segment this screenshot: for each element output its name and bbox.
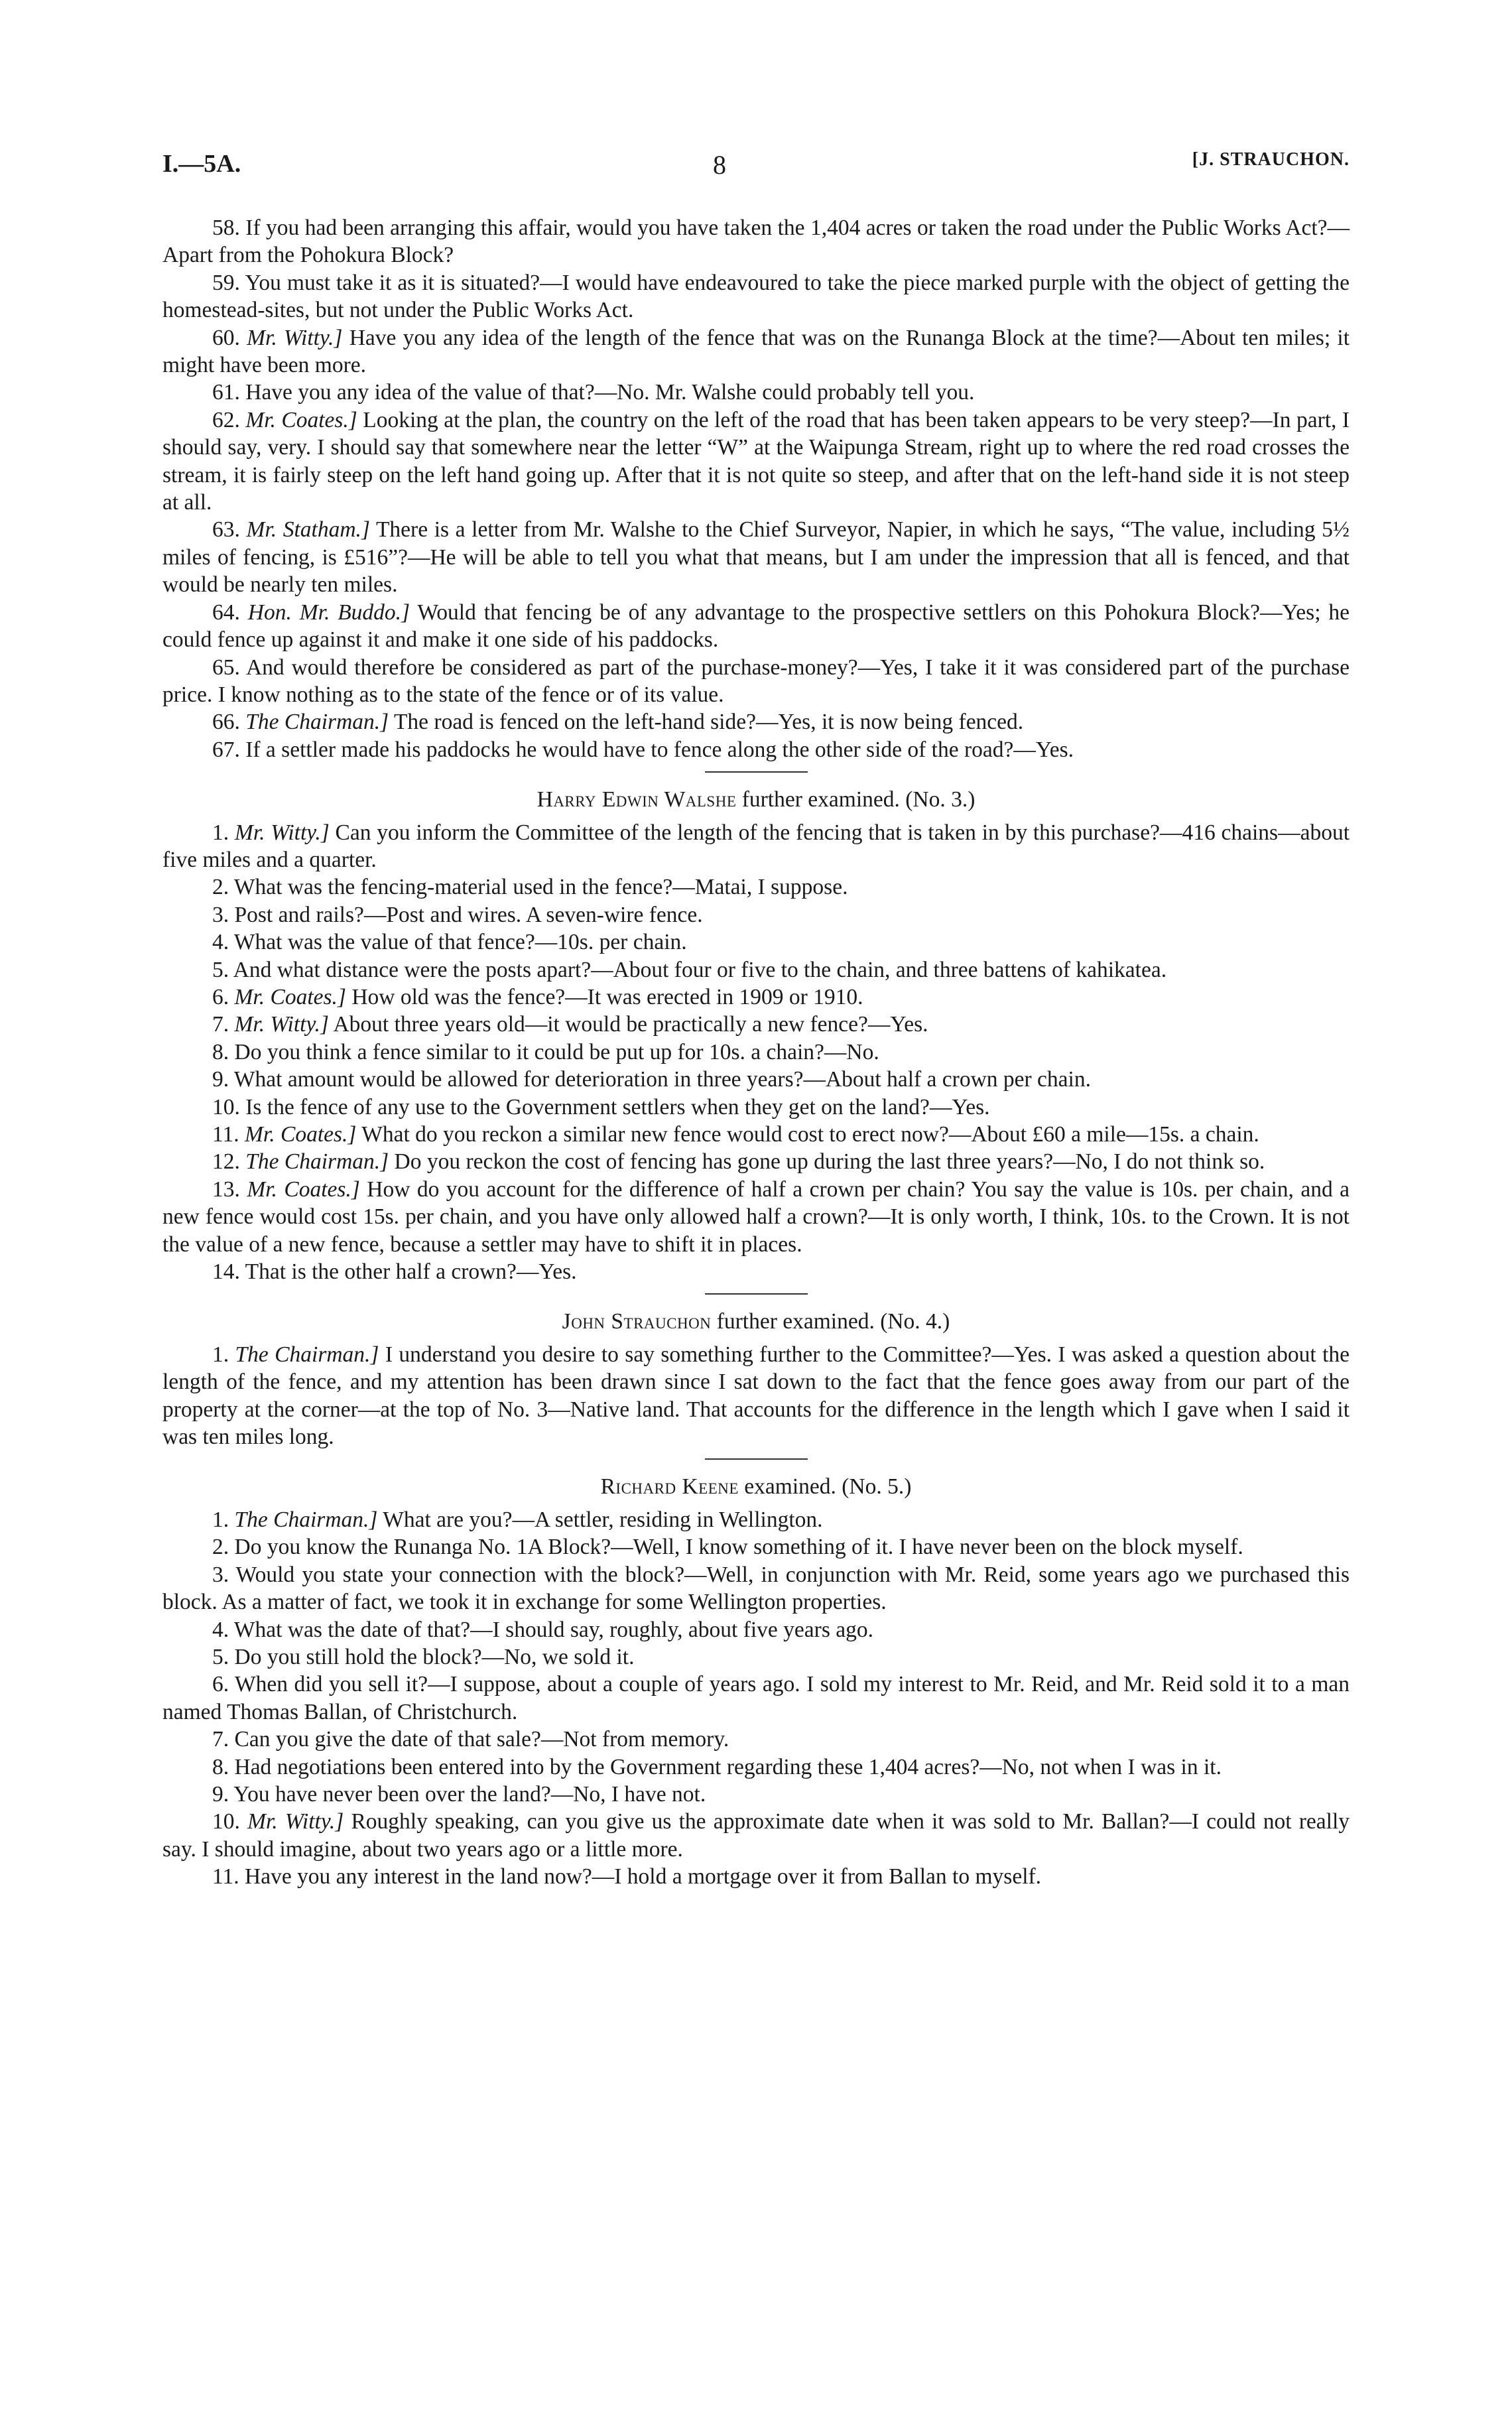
- qa-paragraph: [162, 379, 1350, 406]
- qa-text: 3. Would you state your connection with the block?—Well, in conjunction with Mr. Reid, some years ago we purchased this block. As a matter of fact, we took it in exchange for some Wellington properties.: [162, 1562, 1350, 1615]
- qa-text: Do you reckon the cost of fencing has gone up during the last three years?—No, I do not think so.: [394, 1149, 1265, 1175]
- qa-text: The road is fenced on the left-hand side?—Yes, it is now being fenced.: [393, 710, 1024, 735]
- qa-paragraph: [162, 1643, 1350, 1671]
- qa-text: 10. Is the fence of any use to the Government settlers when they get on the land?—Yes.: [212, 1094, 990, 1119]
- qa-text: 11. Have you any interest in the land now?—I hold a mortgage over it from Ballan to myself.: [212, 1864, 1042, 1889]
- qa-text: Would that fencing be of any advantage to the prospective settlers on this Pohokura Block?—Yes; he could fence up against it and make it one side of his paddocks.: [162, 600, 1350, 653]
- qa-paragraph: [162, 928, 1350, 956]
- qa-text: 7. Can you give the date of that sale?—Not from memory.: [212, 1727, 729, 1752]
- page-body: [162, 214, 1350, 1891]
- qa-text: I understand you desire to say something further to the Committee?—Yes. I was asked a question about the length of the fence, and my attention has been drawn since I sat down to the fact that the fence goes away from our part of the property at the corner—at the top of No. 3—Native land. That accounts for the difference in the length which I gave when I said it was ten miles long.: [162, 1342, 1350, 1450]
- qa-paragraph: [162, 1863, 1350, 1890]
- speaker-name: Hon. Mr. Buddo.]: [247, 600, 410, 625]
- qa-text: Roughly speaking, can you give us the approximate date when it was sold to Mr. Ballan?—I could not really say. I should imagine, about two years ago or a little more.: [162, 1809, 1350, 1862]
- qa-paragraph: [162, 1011, 1350, 1038]
- qa-paragraph: [162, 873, 1350, 901]
- qa-paragraph: [162, 407, 1350, 517]
- section-divider: [705, 1458, 808, 1460]
- qa-text: Looking at the plan, the country on the left of the road that has been taken appears to be very steep?—In part, I should say, very. I should say that somewhere near the letter “W” at the Waipunga Stream, right up to where the red road crosses the stream, it is fairly steep on the left hand going up. After that it is not quite so steep, and after that on the left-hand side it is not steep at all.: [162, 407, 1350, 515]
- qa-text: There is a letter from Mr. Walshe to the Chief Surveyor, Napier, in which he says, “The value, including 5½ miles of fencing, is £516”?—He will be able to tell you what that means, but I am under the impression that all is fenced, and that would be nearly ten miles.: [162, 517, 1350, 598]
- speaker-name: Mr. Statham.]: [246, 517, 370, 543]
- witness-name: John Strauchon: [562, 1309, 712, 1334]
- qa-text: 9. You have never been over the land?—No, I have not.: [212, 1781, 706, 1807]
- qa-paragraph: [162, 1754, 1350, 1781]
- qa-paragraph: [162, 1781, 1350, 1808]
- qa-paragraph: [162, 1506, 1350, 1533]
- qa-paragraph: [162, 1341, 1350, 1451]
- qa-text: About three years old—it would be practically a new fence?—Yes.: [333, 1012, 928, 1037]
- qa-paragraph: [162, 819, 1350, 874]
- speaker-name: The Chairman.]: [234, 1507, 378, 1532]
- qa-paragraph: [162, 599, 1350, 654]
- question-number: 13.: [212, 1177, 240, 1202]
- witness-heading-walshe: [162, 786, 1350, 813]
- strauchon-section: [162, 1341, 1350, 1451]
- witness-name: Harry Edwin Walshe: [536, 787, 737, 812]
- speaker-name: Mr. Witty.]: [234, 1012, 329, 1037]
- qa-text: 2. Do you know the Runanga No. 1A Block?—Well, I know something of it. I have never been on the block myself.: [212, 1535, 1243, 1560]
- qa-paragraph: [162, 1039, 1350, 1066]
- speaker-name: The Chairman.]: [245, 710, 389, 735]
- qa-paragraph: [162, 1066, 1350, 1093]
- document-page: [162, 149, 1350, 1891]
- qa-text: 8. Do you think a fence similar to it could be put up for 10s. a chain?—No.: [212, 1039, 879, 1064]
- qa-text: How do you account for the difference of half a crown per chain? You say the value is 10s. per chain, and a new fence would cost 15s. per chain, and you have only allowed half a crown?—It is only worth, I think, 10s. to the Crown. It is not the value of a new fence, because a settler may have to shift it in places.: [162, 1177, 1350, 1257]
- qa-paragraph: [162, 1561, 1350, 1616]
- qa-text: Have you any idea of the length of the fence that was on the Runanga Block at the time?—About ten miles; it might have been more.: [162, 325, 1350, 378]
- qa-text: 65. And would therefore be considered as part of the purchase-money?—Yes, I take it it was considered part of the purchase price. I know nothing as to the state of the fence or of its value.: [162, 655, 1350, 707]
- qa-paragraph: [162, 1121, 1350, 1148]
- question-number: 11.: [212, 1122, 239, 1147]
- qa-text: 4. What was the value of that fence?—10s. per chain.: [212, 930, 687, 955]
- qa-text: What do you reckon a similar new fence would cost to erect now?—About £60 a mile—15s. a chain.: [361, 1122, 1259, 1147]
- page-header: [162, 149, 1350, 189]
- qa-text: 2. What was the fencing-material used in the fence?—Matai, I suppose.: [212, 875, 848, 900]
- qa-text: 5. Do you still hold the block?—No, we sold it.: [212, 1644, 635, 1669]
- qa-paragraph: [162, 1258, 1350, 1285]
- qa-text: How old was the fence?—It was erected in 1909 or 1910.: [351, 984, 863, 1009]
- qa-text: What are you?—A settler, residing in Wellington.: [383, 1507, 823, 1532]
- qa-text: 14. That is the other half a crown?—Yes.: [212, 1259, 577, 1285]
- speaker-name: Mr. Witty.]: [247, 325, 343, 350]
- qa-paragraph: [162, 984, 1350, 1011]
- qa-text: 3. Post and rails?—Post and wires. A seven-wire fence.: [212, 902, 703, 927]
- qa-text: 6. When did you sell it?—I suppose, about a couple of years ago. I sold my interest to Mr. Reid, and Mr. Reid sold it to a man named Thomas Ballan, of Christchurch.: [162, 1672, 1350, 1724]
- speaker-name: The Chairman.]: [245, 1149, 389, 1175]
- question-number: 12.: [212, 1149, 240, 1175]
- qa-paragraph: [162, 1671, 1350, 1726]
- witness-name: Richard Keene: [600, 1474, 739, 1500]
- qa-paragraph: [162, 736, 1350, 763]
- qa-text: 61. Have you any idea of the value of that?—No. Mr. Walshe could probably tell you.: [212, 380, 975, 405]
- qa-paragraph: [162, 1533, 1350, 1561]
- witness-heading-suffix: further examined. (No. 4.): [716, 1309, 950, 1334]
- qa-paragraph: [162, 1176, 1350, 1258]
- qa-text: 67. If a settler made his paddocks he would have to fence along the other side of the road?—Yes.: [212, 737, 1074, 762]
- witness-heading-strauchon: [162, 1308, 1350, 1335]
- keene-section: [162, 1506, 1350, 1891]
- witness-heading-suffix: further examined. (No. 3.): [741, 787, 976, 812]
- qa-paragraph: [162, 956, 1350, 984]
- qa-paragraph: [162, 1808, 1350, 1863]
- qa-paragraph: [162, 269, 1350, 324]
- qa-paragraph: [162, 708, 1350, 735]
- speaker-name: Mr. Coates.]: [245, 1122, 357, 1147]
- question-number: 7.: [212, 1012, 229, 1037]
- question-number: 6.: [212, 984, 229, 1009]
- witness-running-head: [J. STRAUCHON.: [1192, 149, 1350, 170]
- speaker-name: Mr. Coates.]: [234, 984, 346, 1009]
- paper-reference: I.—5A.: [162, 150, 241, 178]
- qa-paragraph: [162, 654, 1350, 709]
- qa-text: 5. And what distance were the posts apart?—About four or five to the chain, and three battens of kahikatea.: [212, 957, 1167, 982]
- qa-text: 59. You must take it as it is situated?—I would have endeavoured to take the piece marked purple with the object of getting the homestead-sites, but not under the Public Works Act.: [162, 270, 1350, 323]
- question-number: 1.: [212, 1507, 229, 1532]
- section-divider: [705, 771, 808, 773]
- qa-text: 8. Had negotiations been entered into by the Government regarding these 1,404 acres?—No, not when I was in it.: [212, 1754, 1222, 1779]
- question-number: 66.: [212, 710, 240, 735]
- qa-paragraph: [162, 1148, 1350, 1175]
- qa-paragraph: [162, 516, 1350, 598]
- question-number: 60.: [212, 325, 240, 350]
- strauchon-continued-section: [162, 214, 1350, 763]
- qa-text: 4. What was the date of that?—I should say, roughly, about five years ago.: [212, 1617, 873, 1642]
- question-number: 1.: [212, 1342, 229, 1367]
- qa-paragraph: [162, 1616, 1350, 1643]
- speaker-name: Mr. Coates.]: [245, 407, 357, 432]
- question-number: 63.: [212, 517, 240, 543]
- question-number: 1.: [212, 820, 229, 845]
- qa-text: Can you inform the Committee of the length of the fencing that is taken in by this purchase?—416 chains—about five miles and a quarter.: [162, 820, 1350, 872]
- question-number: 64.: [212, 600, 240, 625]
- speaker-name: Mr. Coates.]: [247, 1177, 360, 1202]
- qa-paragraph: [162, 324, 1350, 379]
- page-number: 8: [713, 150, 726, 180]
- qa-text: 58. If you had been arranging this affair, would you have taken the 1,404 acres or taken the road under the Public Works Act?—Apart from the Pohokura Block?: [162, 216, 1350, 268]
- witness-heading-suffix: examined. (No. 5.): [744, 1474, 912, 1500]
- question-number: 62.: [212, 407, 240, 432]
- qa-paragraph: [162, 214, 1350, 269]
- speaker-name: Mr. Witty.]: [247, 1809, 344, 1834]
- qa-paragraph: [162, 1094, 1350, 1121]
- speaker-name: Mr. Witty.]: [234, 820, 330, 845]
- qa-paragraph: [162, 1726, 1350, 1753]
- qa-paragraph: [162, 901, 1350, 928]
- qa-text: 9. What amount would be allowed for deterioration in three years?—About half a crown per chain.: [212, 1067, 1091, 1092]
- section-divider: [705, 1293, 808, 1295]
- walshe-section: [162, 819, 1350, 1286]
- witness-heading-keene: [162, 1473, 1350, 1500]
- speaker-name: The Chairman.]: [235, 1342, 379, 1367]
- question-number: 10.: [212, 1809, 240, 1834]
